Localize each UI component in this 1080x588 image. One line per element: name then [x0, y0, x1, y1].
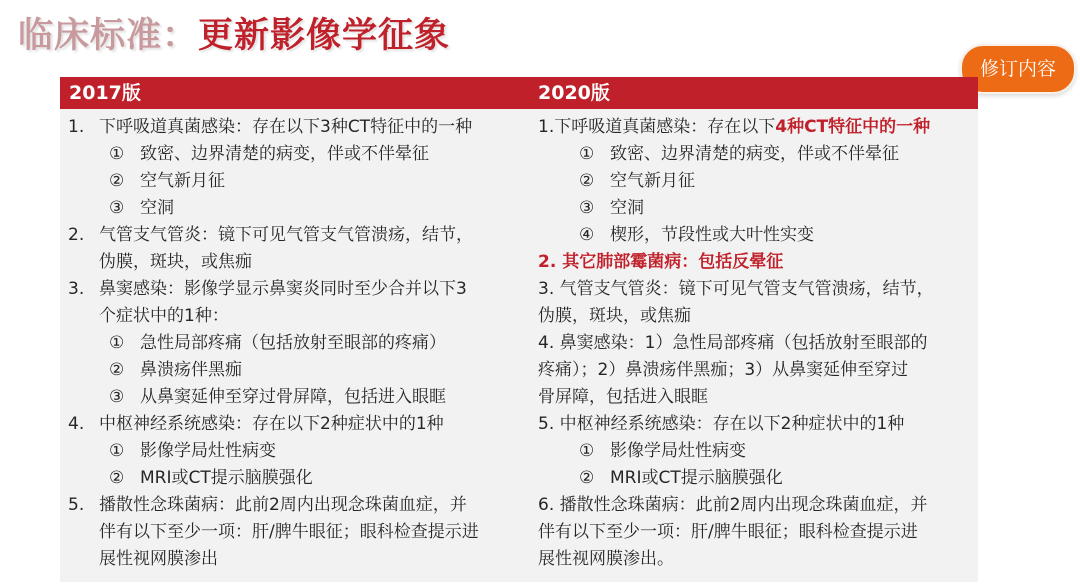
slide-title-prefix: 临床标准：	[18, 16, 199, 56]
item-number: ①	[109, 441, 125, 461]
list-item	[60, 114, 516, 141]
list-item	[60, 546, 516, 573]
item-text: 空洞	[610, 198, 644, 218]
revision-badge: 修订内容	[960, 44, 1076, 94]
item-text: MRI或CT提示脑膜强化	[610, 468, 783, 488]
list-item	[530, 141, 978, 168]
list-item	[60, 168, 516, 195]
item-number: ①	[109, 144, 125, 164]
list-item	[530, 384, 978, 411]
item-number: ②	[109, 171, 125, 191]
list-item	[60, 303, 516, 330]
list-item	[530, 465, 978, 492]
item-text: 影像学局灶性病变	[610, 441, 746, 461]
item-text: 楔形，节段性或大叶性实变	[610, 225, 814, 245]
column-2020	[530, 114, 978, 573]
item-text: 伪膜，斑块，或焦痂	[538, 306, 691, 326]
item-highlight: 4种CT特征中的一种	[775, 117, 931, 137]
item-text: 3. 气管支气管炎：镜下可见气管支气管溃疡，结节，	[538, 279, 934, 299]
item-text: 下呼吸道真菌感染：存在以下3种CT特征中的一种	[99, 117, 473, 137]
list-item	[60, 249, 516, 276]
item-text: 气管支气管炎：镜下可见气管支气管溃疡，结节，	[99, 225, 473, 245]
item-text: 鼻窦感染：影像学显示鼻窦炎同时至少合并以下3	[99, 279, 467, 299]
item-text: 空气新月征	[610, 171, 695, 191]
comparison-table	[60, 77, 978, 582]
item-text: 空洞	[140, 198, 174, 218]
list-item	[530, 438, 978, 465]
item-text: 伴有以下至少一项：肝/脾牛眼征；眼科检查提示进	[538, 522, 918, 542]
list-item	[530, 195, 978, 222]
item-number: ①	[109, 333, 125, 353]
list-item	[60, 222, 516, 249]
list-item	[60, 276, 516, 303]
item-text: 伪膜，斑块，或焦痂	[99, 252, 252, 272]
item-text: 致密、边界清楚的病变，伴或不伴晕征	[140, 144, 429, 164]
item-text: 伴有以下至少一项：肝/脾牛眼征；眼科检查提示进	[99, 522, 479, 542]
slide-title-main: 更新影像学征象	[198, 16, 451, 56]
item-text: 急性局部疼痛（包括放射至眼部的疼痛）	[140, 333, 446, 353]
item-text: 影像学局灶性病变	[140, 441, 276, 461]
item-text: 鼻溃疡伴黑痂	[140, 360, 242, 380]
header-2020: 2020版	[538, 82, 610, 104]
list-item	[60, 492, 516, 519]
list-item	[530, 222, 978, 249]
item-number: ②	[109, 468, 125, 488]
item-text: 致密、边界清楚的病变，伴或不伴晕征	[610, 144, 899, 164]
table-header	[60, 77, 978, 109]
item-number: 4.	[68, 414, 85, 434]
slide-title	[18, 8, 450, 64]
item-text: 播散性念珠菌病：此前2周内出现念珠菌血症，并	[99, 495, 467, 515]
item-text: 5. 中枢神经系统感染：存在以下2种症状中的1种	[538, 414, 905, 434]
list-item	[530, 546, 978, 573]
item-number: ①	[579, 144, 595, 164]
item-number: 1.	[68, 117, 85, 137]
list-item	[530, 492, 978, 519]
list-item	[60, 384, 516, 411]
item-number: ③	[579, 198, 595, 218]
list-item	[60, 519, 516, 546]
list-item	[530, 276, 978, 303]
list-item	[530, 411, 978, 438]
item-number: ②	[109, 360, 125, 380]
item-text: 个症状中的1种：	[99, 306, 229, 326]
item-number: ③	[109, 198, 125, 218]
item-text: 6. 播散性念珠菌病：此前2周内出现念珠菌血症，并	[538, 495, 928, 515]
item-text: 骨屏障，包括进入眼眶	[538, 387, 708, 407]
item-highlight: 2. 其它肺部霉菌病：包括反晕征	[538, 252, 784, 272]
list-item	[530, 249, 978, 276]
item-text: 空气新月征	[140, 171, 225, 191]
list-item	[60, 357, 516, 384]
item-number: 2.	[68, 225, 85, 245]
item-number: ②	[579, 468, 595, 488]
item-text: MRI或CT提示脑膜强化	[140, 468, 313, 488]
list-item	[60, 465, 516, 492]
list-item	[530, 330, 978, 357]
item-text: 从鼻窦延伸至穿过骨屏障，包括进入眼眶	[140, 387, 446, 407]
item-text: 展性视网膜渗出。	[538, 549, 674, 569]
list-item	[60, 330, 516, 357]
item-number: ①	[579, 441, 595, 461]
item-number: ④	[579, 225, 595, 245]
item-number: 5.	[68, 495, 85, 515]
list-item	[530, 357, 978, 384]
list-item	[60, 411, 516, 438]
list-item	[60, 141, 516, 168]
item-text: 中枢神经系统感染：存在以下2种症状中的1种	[99, 414, 444, 434]
item-text: 1.下呼吸道真菌感染：存在以下	[538, 117, 776, 137]
column-2017	[60, 114, 516, 573]
list-item	[530, 114, 978, 141]
item-text: 展性视网膜渗出	[99, 549, 218, 569]
list-item	[530, 168, 978, 195]
list-item	[60, 438, 516, 465]
item-number: 3.	[68, 279, 85, 299]
item-text: 4. 鼻窦感染：1）急性局部疼痛（包括放射至眼部的	[538, 333, 928, 353]
item-number: ③	[109, 387, 125, 407]
list-item	[530, 519, 978, 546]
list-item	[530, 303, 978, 330]
item-text: 疼痛）；2）鼻溃疡伴黑痂；3）从鼻窦延伸至穿过	[538, 360, 909, 380]
list-item	[60, 195, 516, 222]
header-2017: 2017版	[69, 82, 141, 104]
item-number: ②	[579, 171, 595, 191]
